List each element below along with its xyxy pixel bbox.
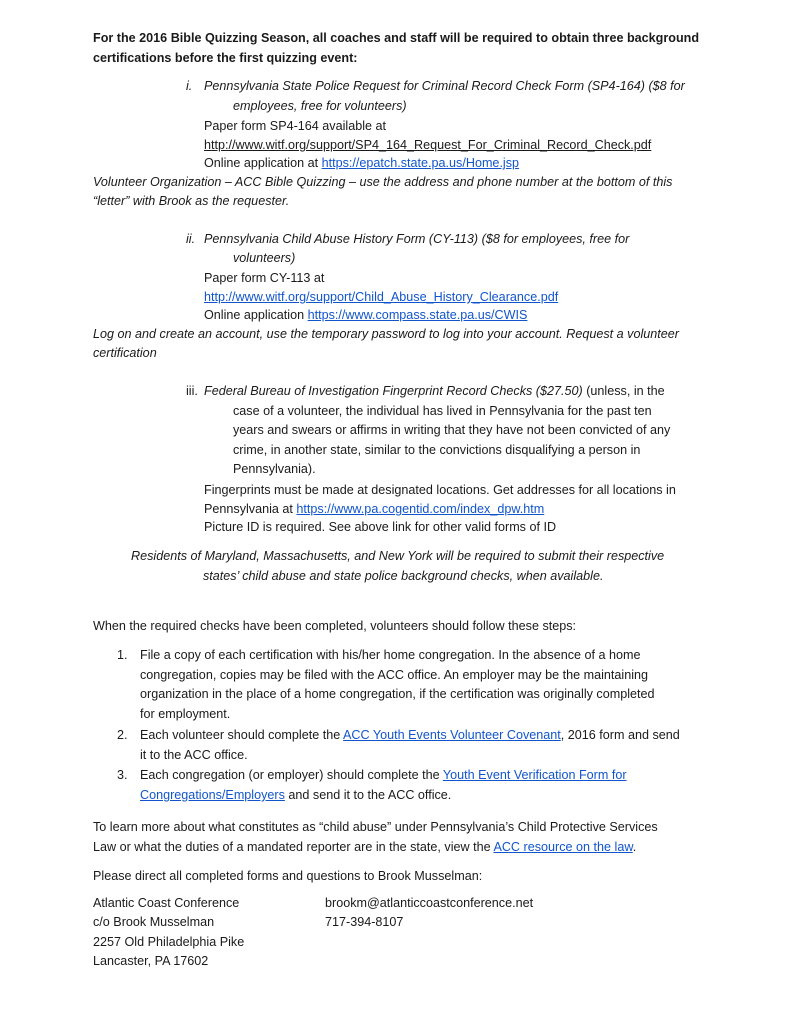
cert3-title-rest: (unless, in the (582, 384, 665, 398)
residents-line-2: states’ child abuse and state police background checks, when available. (203, 569, 604, 583)
step-3-post: and send it to the ACC office. (284, 788, 452, 802)
cert2-online-line (204, 307, 527, 323)
learn-pre: Law or what the duties of a mandated reporter are in the state, view the (93, 840, 494, 854)
step-1-line-1: File a copy of each certification with his/her home congregation. In the absence of a home (140, 648, 641, 662)
step-3-number: 3. (117, 768, 128, 782)
steps-intro: When the required checks have been completed, volunteers should follow these steps: (93, 619, 577, 633)
verification-form-link[interactable]: Youth Event Verification Form for (442, 768, 627, 782)
volunteer-covenant-link[interactable]: ACC Youth Events Volunteer Covenant (343, 728, 561, 742)
intro-line-2: certifications before the first quizzing event: (93, 51, 358, 65)
cert3-picture-id: Picture ID is required. See above link for other valid forms of ID (204, 520, 557, 534)
step-3-line-1 (140, 767, 627, 783)
learn-line-1: To learn more about what constitutes as “child abuse” under Pennsylvania’s Child Protective Services (93, 820, 658, 834)
step-2-line-2: it to the ACC office. (140, 748, 248, 762)
cert3-numeral: iii. (186, 384, 198, 398)
step-1-line-4: for employment. (140, 707, 231, 721)
contact-phone: 717-394-8107 (325, 915, 404, 929)
cert3-line-5: Pennsylvania). (233, 462, 316, 476)
step-1-number: 1. (117, 648, 128, 662)
cert1-paper-url[interactable]: http://www.witf.org/support/SP4_164_Request_For_Criminal_Record_Check.pdf (204, 138, 652, 152)
step-2-number: 2. (117, 728, 128, 742)
direct-text: Please direct all completed forms and questions to Brook Musselman: (93, 869, 483, 883)
cert2-online-label: Online application (204, 308, 308, 322)
cert2-note-2: certification (93, 346, 157, 360)
cert3-finger-1: Fingerprints must be made at designated locations. Get addresses for all locations in (204, 483, 676, 497)
cert3-finger-label: Pennsylvania at (204, 502, 297, 516)
contact-city: Lancaster, PA 17602 (93, 954, 209, 968)
cert1-online-link[interactable]: https://epatch.state.pa.us/Home.jsp (321, 156, 520, 170)
learn-line-2 (93, 839, 636, 855)
cert3-title-line (204, 383, 665, 399)
cert1-online-label: Online application at (204, 156, 322, 170)
contact-org: Atlantic Coast Conference (93, 896, 240, 910)
intro-line-1: For the 2016 Bible Quizzing Season, all coaches and staff will be required to obtain three background (93, 31, 700, 45)
cert3-title: Federal Bureau of Investigation Fingerprint Record Checks ($27.50) (204, 384, 583, 398)
cert1-title-2: employees, free for volunteers) (233, 99, 407, 113)
step-1-line-2: congregation, copies may be filed with the ACC office. An employer may be the maintaining (140, 668, 648, 682)
step-2-post: , 2016 form and send (560, 728, 680, 742)
contact-email[interactable]: brookm@atlanticcoastconference.net (325, 896, 534, 910)
step-3-pre: Each congregation (or employer) should complete the (140, 768, 443, 782)
cert1-note-1: Volunteer Organization – ACC Bible Quizzing – use the address and phone number at the bottom of this (93, 175, 673, 189)
learn-post: . (632, 840, 637, 854)
step-1-line-3: organization in the place of a home congregation, if the certification was originally completed (140, 687, 655, 701)
cert2-paper-link[interactable]: http://www.witf.org/support/Child_Abuse_History_Clearance.pdf (204, 290, 559, 304)
cert3-line-2: case of a volunteer, the individual has lived in Pennsylvania for the past ten (233, 404, 652, 418)
cert3-finger-2 (204, 501, 544, 517)
step-2-pre: Each volunteer should complete the (140, 728, 344, 742)
verification-form-link-cont[interactable]: Congregations/Employers (140, 788, 285, 802)
contact-street: 2257 Old Philadelphia Pike (93, 935, 245, 949)
step-2-line-1 (140, 727, 680, 743)
cert2-note-1: Log on and create an account, use the temporary password to log into your account. Request a volunteer (93, 327, 679, 341)
cert2-online-link[interactable]: https://www.compass.state.pa.us/CWIS (307, 308, 528, 322)
cert2-numeral: ii. (186, 232, 196, 246)
cert2-title-1: Pennsylvania Child Abuse History Form (CY-113) ($8 for employees, free for (204, 232, 630, 246)
step-3-line-2 (140, 787, 451, 803)
contact-co: c/o Brook Musselman (93, 915, 215, 929)
cert1-paper-form: Paper form SP4-164 available at (204, 119, 387, 133)
cert1-note-2: “letter” with Brook as the requester. (93, 194, 290, 208)
cert3-line-4: crime, in another state, similar to the convictions disqualifying a person in (233, 443, 641, 457)
cert1-numeral: i. (186, 79, 193, 93)
cert2-paper-form: Paper form CY-113 at (204, 271, 325, 285)
cert3-line-3: years and swears or affirms in writing that they have not been convicted of any (233, 423, 671, 437)
cert2-title-2: volunteers) (233, 251, 296, 265)
cert3-cogent-link[interactable]: https://www.pa.cogentid.com/index_dpw.htm (296, 502, 545, 516)
residents-line-1: Residents of Maryland, Massachusetts, and New York will be required to submit their respective (131, 549, 665, 563)
cert1-title-1: Pennsylvania State Police Request for Criminal Record Check Form (SP4-164) ($8 for (204, 79, 685, 93)
acc-resource-link[interactable]: ACC resource on the law (493, 840, 633, 854)
cert1-online-line (204, 155, 519, 171)
